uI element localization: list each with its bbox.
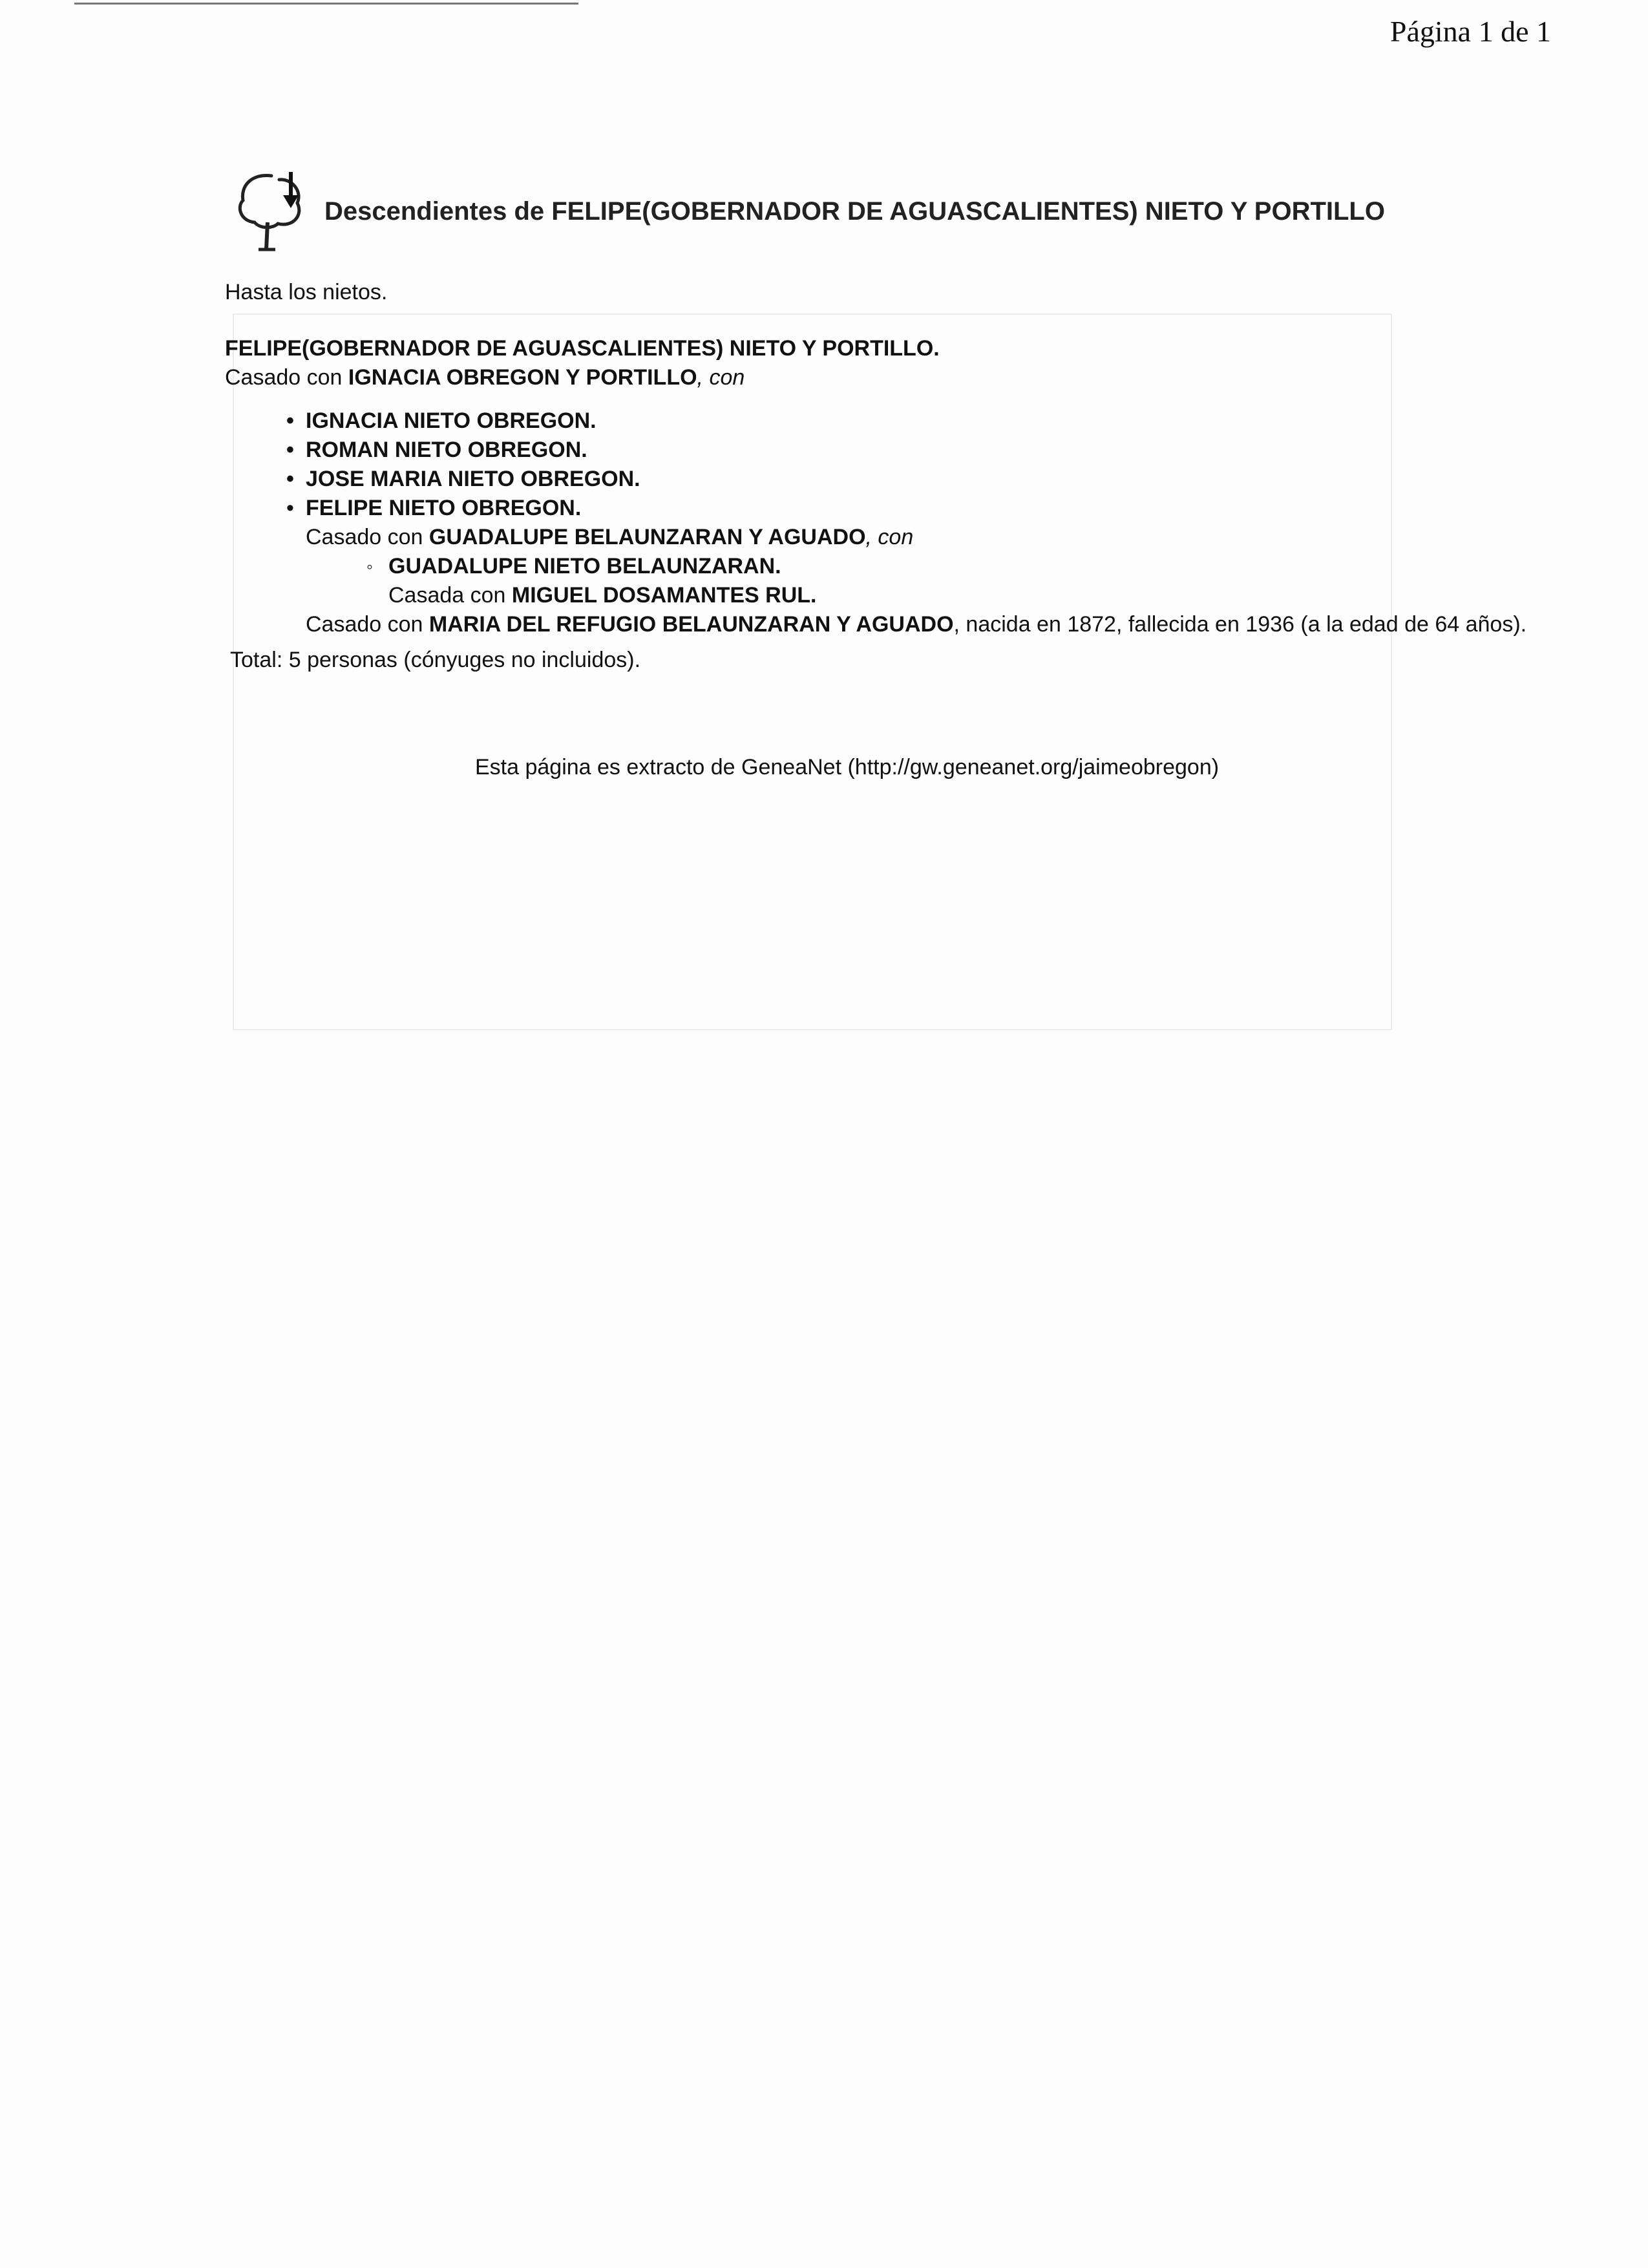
grandchild-marriage — [388, 581, 1550, 610]
children-list — [225, 407, 1550, 639]
grandchild-name: ◦ GUADALUPE NIETO BELAUNZARAN. — [388, 554, 781, 578]
married-prefix: Casado con — [225, 365, 348, 390]
subtitle: Hasta los nietos. — [225, 280, 388, 304]
source-footer: Esta página es extracto de GeneaNet (http://gw.geneanet.org/jaimeobregon) — [475, 755, 1220, 779]
grandchildren-list — [306, 552, 1550, 610]
grandchild-item — [388, 552, 1550, 610]
child-marriage-1 — [306, 523, 1550, 552]
descendants-report — [225, 278, 1550, 675]
child-item: • JOSE MARIA NIETO OBREGON. — [306, 465, 1550, 494]
page-title: Descendientes de FELIPE(GOBERNADOR DE AGUASCALIENTES) NIETO Y PORTILLO — [324, 196, 1385, 226]
top-rule — [74, 3, 578, 5]
grandchild-spouse: MIGUEL DOSAMANTES RUL. — [511, 583, 817, 608]
married-prefix: Casado con — [306, 612, 429, 637]
child-name: • FELIPE NIETO OBREGON. — [306, 496, 582, 520]
child-spouse-2: MARIA DEL REFUGIO BELAUNZARAN Y AGUADO — [428, 612, 954, 637]
child-item — [306, 494, 1550, 639]
page-number: Página 1 de 1 — [1389, 15, 1551, 48]
root-spouse: IGNACIA OBREGON Y PORTILLO — [348, 365, 697, 390]
root-marriage — [225, 363, 1550, 392]
spouse-details: , nacida en 1872, fallecida en 1936 (a la edad de 64 años). — [953, 612, 1527, 637]
total-count: Total: 5 personas (cónyuges no incluidos). — [230, 648, 641, 672]
root-person: FELIPE(GOBERNADOR DE AGUASCALIENTES) NIETO Y PORTILLO. — [225, 336, 940, 361]
with-text: , con — [865, 525, 914, 549]
married-prefix: Casado con — [306, 525, 429, 549]
child-item: • ROMAN NIETO OBREGON. — [306, 436, 1550, 465]
child-marriage-2 — [306, 610, 1550, 639]
with-text: , con — [697, 365, 745, 390]
married-prefix: Casada con — [388, 583, 512, 608]
child-item: • IGNACIA NIETO OBREGON. — [306, 407, 1550, 436]
tree-icon — [233, 169, 310, 253]
title-row — [233, 169, 1385, 253]
child-spouse-1: GUADALUPE BELAUNZARAN Y AGUADO — [428, 525, 866, 549]
